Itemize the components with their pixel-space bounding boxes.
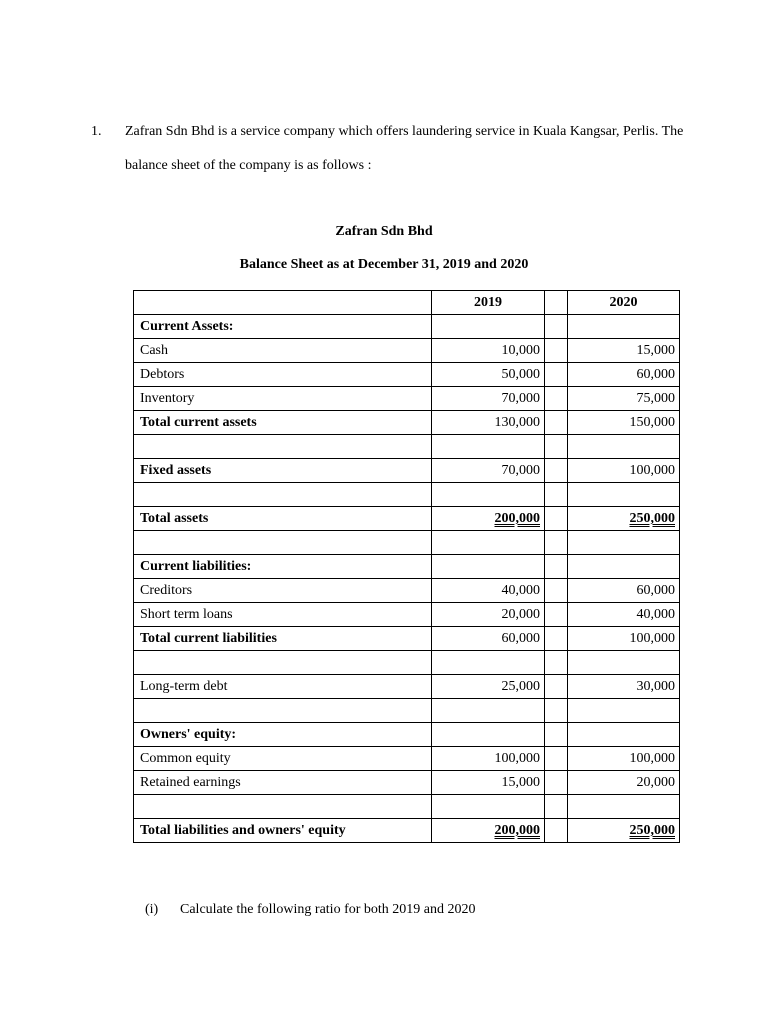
- row-label: Owners' equity:: [134, 723, 432, 747]
- gap-cell: [545, 363, 568, 387]
- gap-cell: [545, 771, 568, 795]
- gap-cell: [545, 459, 568, 483]
- row-label: Fixed assets: [134, 459, 432, 483]
- header-2019: 2019: [432, 291, 545, 315]
- value-2019: [432, 507, 545, 531]
- table-row: [134, 627, 680, 651]
- row-label: Retained earnings: [134, 771, 432, 795]
- table-header-row: [134, 291, 680, 315]
- value-2019: 130,000: [432, 411, 545, 435]
- subquestion-text: Calculate the following ratio for both 2019 and 2020: [180, 902, 476, 917]
- value-2019: 10,000: [432, 339, 545, 363]
- value-2020: 60,000: [568, 363, 680, 387]
- table-row: [134, 363, 680, 387]
- gap-cell: [545, 699, 568, 723]
- value-2020-total: 250,000: [629, 822, 675, 838]
- value-2019: [432, 699, 545, 723]
- question-number: 1.: [91, 124, 102, 139]
- gap-cell: [545, 603, 568, 627]
- value-2019: 70,000: [432, 387, 545, 411]
- gap-cell: [545, 483, 568, 507]
- gap-cell: [545, 531, 568, 555]
- value-2019: 15,000: [432, 771, 545, 795]
- gap-cell: [545, 795, 568, 819]
- gap-cell: [545, 555, 568, 579]
- table-row: [134, 771, 680, 795]
- value-2020: 100,000: [568, 747, 680, 771]
- value-2020: 60,000: [568, 579, 680, 603]
- row-label: Cash: [134, 339, 432, 363]
- gap-cell: [545, 723, 568, 747]
- table-row: [134, 531, 680, 555]
- value-2020: 30,000: [568, 675, 680, 699]
- value-2019: [432, 651, 545, 675]
- value-2020-total: 250,000: [629, 510, 675, 526]
- table-row: [134, 507, 680, 531]
- value-2019: [432, 315, 545, 339]
- table-row: [134, 483, 680, 507]
- value-2019: 25,000: [432, 675, 545, 699]
- value-2019: 40,000: [432, 579, 545, 603]
- value-2019: [432, 435, 545, 459]
- value-2020: [568, 699, 680, 723]
- table-row: [134, 555, 680, 579]
- table-row: [134, 339, 680, 363]
- gap-cell: [545, 747, 568, 771]
- row-label: [134, 435, 432, 459]
- header-gap-cell: [545, 291, 568, 315]
- question-text-line-1: Zafran Sdn Bhd is a service company which offers laundering service in Kuala Kangsar, Perlis. The: [125, 124, 684, 139]
- header-label-cell: [134, 291, 432, 315]
- value-2020: 150,000: [568, 411, 680, 435]
- value-2019-total: 200,000: [494, 510, 540, 526]
- row-label: Long-term debt: [134, 675, 432, 699]
- row-label: [134, 483, 432, 507]
- value-2020: [568, 819, 680, 843]
- value-2019: [432, 555, 545, 579]
- gap-cell: [545, 387, 568, 411]
- value-2020: [568, 483, 680, 507]
- row-label: Current Assets:: [134, 315, 432, 339]
- row-label: Creditors: [134, 579, 432, 603]
- gap-cell: [545, 411, 568, 435]
- gap-cell: [545, 507, 568, 531]
- table-row: [134, 819, 680, 843]
- value-2020: 15,000: [568, 339, 680, 363]
- table-row: [134, 411, 680, 435]
- value-2020: 100,000: [568, 459, 680, 483]
- table-row: [134, 579, 680, 603]
- table-row: [134, 699, 680, 723]
- value-2020: 100,000: [568, 627, 680, 651]
- table-row: [134, 723, 680, 747]
- value-2020: [568, 435, 680, 459]
- table-row: [134, 459, 680, 483]
- gap-cell: [545, 315, 568, 339]
- table-row: [134, 795, 680, 819]
- row-label: Current liabilities:: [134, 555, 432, 579]
- value-2019: 50,000: [432, 363, 545, 387]
- row-label: Short term loans: [134, 603, 432, 627]
- value-2019: [432, 795, 545, 819]
- row-label: [134, 699, 432, 723]
- row-label: Total current assets: [134, 411, 432, 435]
- value-2019-total: 200,000: [494, 822, 540, 838]
- value-2020: [568, 507, 680, 531]
- value-2019: 100,000: [432, 747, 545, 771]
- value-2020: 20,000: [568, 771, 680, 795]
- row-label: [134, 651, 432, 675]
- row-label: Inventory: [134, 387, 432, 411]
- gap-cell: [545, 435, 568, 459]
- value-2020: [568, 555, 680, 579]
- value-2020: 40,000: [568, 603, 680, 627]
- value-2019: [432, 483, 545, 507]
- row-label: [134, 531, 432, 555]
- value-2019: [432, 819, 545, 843]
- header-2020: 2020: [568, 291, 680, 315]
- value-2019: 60,000: [432, 627, 545, 651]
- row-label: [134, 795, 432, 819]
- gap-cell: [545, 579, 568, 603]
- gap-cell: [545, 339, 568, 363]
- row-label: Debtors: [134, 363, 432, 387]
- row-label: Total liabilities and owners' equity: [134, 819, 432, 843]
- table-row: [134, 603, 680, 627]
- value-2020: [568, 315, 680, 339]
- table-row: [134, 747, 680, 771]
- value-2020: [568, 531, 680, 555]
- value-2019: 70,000: [432, 459, 545, 483]
- value-2020: [568, 651, 680, 675]
- balance-sheet-table: [133, 290, 680, 843]
- gap-cell: [545, 819, 568, 843]
- table-row: [134, 387, 680, 411]
- value-2020: [568, 795, 680, 819]
- value-2019: [432, 723, 545, 747]
- subquestion-marker: (i): [145, 902, 159, 917]
- value-2020: [568, 723, 680, 747]
- table-row: [134, 315, 680, 339]
- value-2019: 20,000: [432, 603, 545, 627]
- gap-cell: [545, 627, 568, 651]
- value-2020: 75,000: [568, 387, 680, 411]
- value-2019: [432, 531, 545, 555]
- row-label: Total assets: [134, 507, 432, 531]
- table-row: [134, 651, 680, 675]
- table-row: [134, 435, 680, 459]
- company-name: Zafran Sdn Bhd: [335, 224, 433, 239]
- row-label: Common equity: [134, 747, 432, 771]
- question-text-line-2: balance sheet of the company is as follows :: [125, 158, 372, 173]
- row-label: Total current liabilities: [134, 627, 432, 651]
- gap-cell: [545, 675, 568, 699]
- gap-cell: [545, 651, 568, 675]
- balance-sheet-title: Balance Sheet as at December 31, 2019 and 2020: [239, 257, 529, 272]
- table-row: [134, 675, 680, 699]
